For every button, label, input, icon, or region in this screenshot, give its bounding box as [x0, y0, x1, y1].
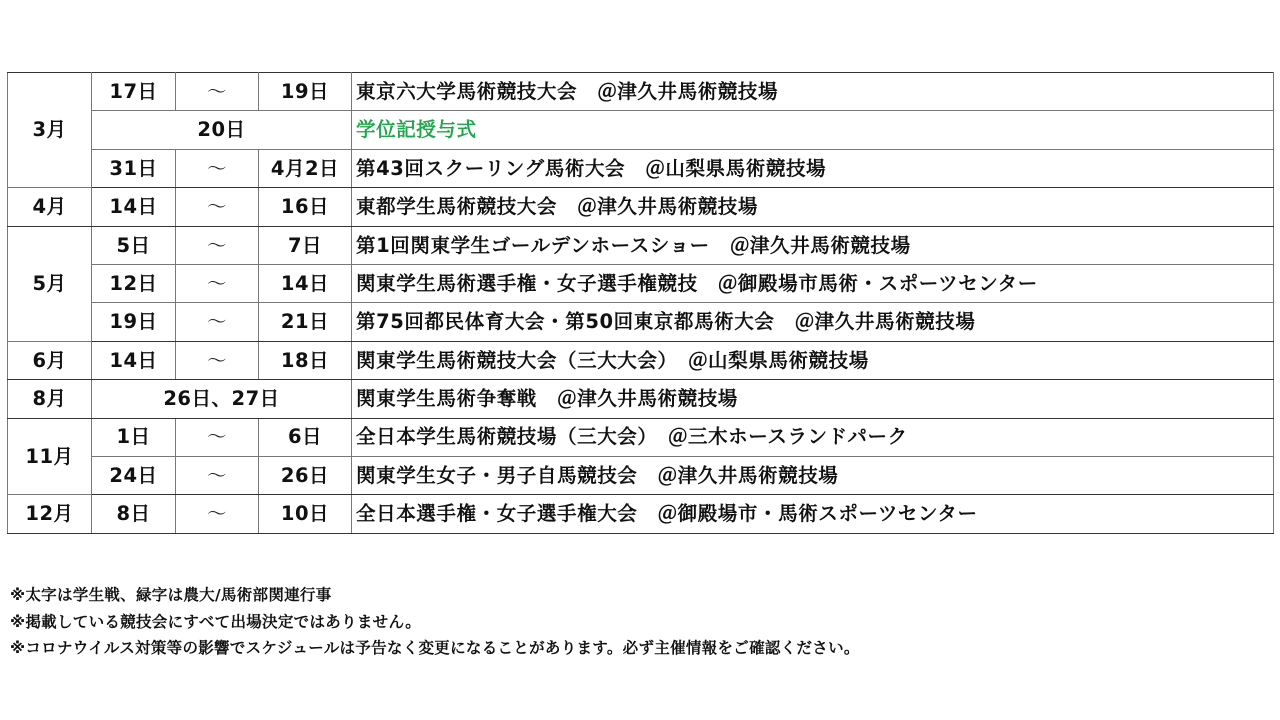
range-separator: ～: [176, 303, 259, 341]
range-separator: ～: [176, 226, 259, 264]
event-cell: 関東学生馬術選手権・女子選手権競技 ＠御殿場市馬術・スポーツセンター: [352, 264, 1274, 302]
month-cell: 6月: [8, 341, 92, 379]
footnotes: [10, 582, 860, 662]
month-cell: 11月: [8, 418, 92, 495]
start-date-cell: 8日: [92, 495, 176, 533]
range-separator: ～: [176, 495, 259, 533]
table-row: [8, 73, 1274, 111]
month-cell: 8月: [8, 380, 92, 418]
end-date-cell: 10日: [259, 495, 352, 533]
event-cell: 関東学生馬術争奪戦 ＠津久井馬術競技場: [352, 380, 1274, 418]
event-cell: 第75回都民体育大会・第50回東京都馬術大会 ＠津久井馬術競技場: [352, 303, 1274, 341]
footnote-legend: ※太字は学生戦、緑字は農大/馬術部関連行事: [10, 586, 332, 604]
event-cell: 東都学生馬術競技大会 ＠津久井馬術競技場: [352, 188, 1274, 226]
month-cell: 5月: [8, 226, 92, 341]
table-row: [8, 380, 1274, 418]
start-date-cell: 17日: [92, 73, 176, 111]
end-date-cell: 6日: [259, 418, 352, 456]
start-date-cell: 14日: [92, 341, 176, 379]
range-separator: ～: [176, 149, 259, 187]
event-cell: 関東学生女子・男子自馬競技会 ＠津久井馬術競技場: [352, 456, 1274, 494]
range-separator: ～: [176, 456, 259, 494]
event-cell-highlight: 学位記授与式: [352, 111, 1274, 149]
end-date-cell: 26日: [259, 456, 352, 494]
start-date-cell: 12日: [92, 264, 176, 302]
month-cell: 3月: [8, 73, 92, 188]
month-cell: 12月: [8, 495, 92, 533]
event-cell: 第1回関東学生ゴールデンホースショー ＠津久井馬術競技場: [352, 226, 1274, 264]
end-date-cell: 21日: [259, 303, 352, 341]
table-row: [8, 226, 1274, 264]
month-cell: 4月: [8, 188, 92, 226]
start-date-cell: 19日: [92, 303, 176, 341]
start-date-cell: 1日: [92, 418, 176, 456]
event-cell: 関東学生馬術競技大会（三大大会） ＠山梨県馬術競技場: [352, 341, 1274, 379]
event-cell: 東京六大学馬術競技大会 ＠津久井馬術競技場: [352, 73, 1274, 111]
range-separator: ～: [176, 264, 259, 302]
end-date-cell: 18日: [259, 341, 352, 379]
table-row: [8, 418, 1274, 456]
end-date-cell: 14日: [259, 264, 352, 302]
table-row: [8, 341, 1274, 379]
table-row: [8, 456, 1274, 494]
table-row: [8, 149, 1274, 187]
end-date-cell: 4月2日: [259, 149, 352, 187]
footnote-participation: ※掲載している競技会にすべて出場決定ではありません。: [10, 612, 421, 631]
start-date-cell: 31日: [92, 149, 176, 187]
end-date-cell: 16日: [259, 188, 352, 226]
start-date-cell: 14日: [92, 188, 176, 226]
event-cell: 全日本選手権・女子選手権大会 ＠御殿場市・馬術スポーツセンター: [352, 495, 1274, 533]
range-separator: ～: [176, 418, 259, 456]
table-row: [8, 111, 1274, 149]
range-separator: ～: [176, 188, 259, 226]
table-row: [8, 303, 1274, 341]
footnote-covid-notice: ※コロナウイルス対策等の影響でスケジュールは予告なく変更になることがあります。必ず主催情報をご確認ください。: [10, 639, 860, 657]
table-row: [8, 264, 1274, 302]
table-row: [8, 188, 1274, 226]
event-cell: 第43回スクーリング馬術大会 ＠山梨県馬術競技場: [352, 149, 1274, 187]
range-separator: ～: [176, 73, 259, 111]
single-date-cell: 20日: [92, 111, 352, 149]
single-date-cell: 26日、27日: [92, 380, 352, 418]
event-cell: 全日本学生馬術競技場（三大会） ＠三木ホースランドパーク: [352, 418, 1274, 456]
end-date-cell: 19日: [259, 73, 352, 111]
end-date-cell: 7日: [259, 226, 352, 264]
start-date-cell: 5日: [92, 226, 176, 264]
start-date-cell: 24日: [92, 456, 176, 494]
range-separator: ～: [176, 341, 259, 379]
table-row: [8, 495, 1274, 533]
event-schedule-table: [7, 72, 1274, 534]
